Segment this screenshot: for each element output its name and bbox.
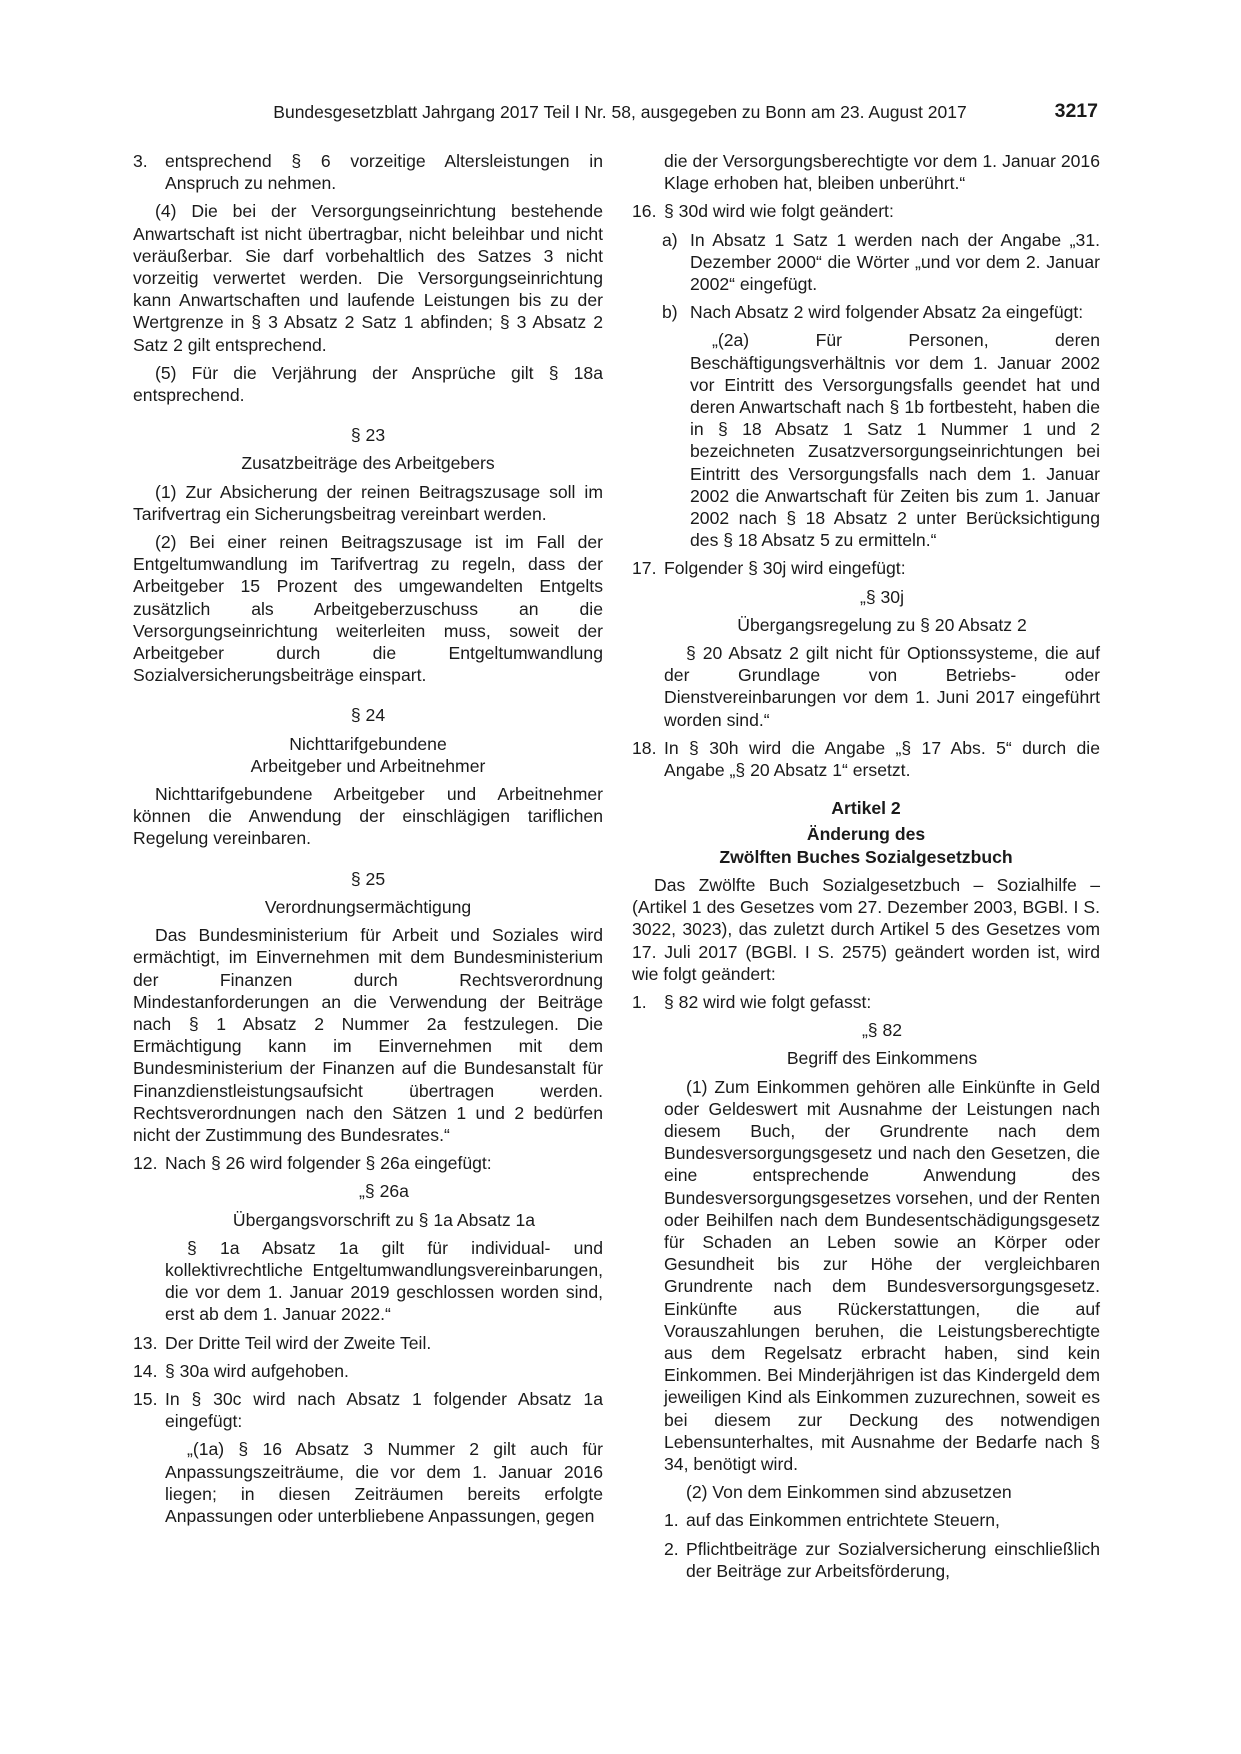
section-title: Verordnungsermächtigung <box>264 896 472 917</box>
inserted-paragraph <box>690 329 1100 551</box>
inserted-paragraph <box>165 1438 603 1527</box>
list-item <box>632 991 1100 1013</box>
section-heading: § 25 <box>350 868 386 889</box>
section-title: Übergangsvorschrift zu § 1a Absatz 1a <box>232 1209 536 1230</box>
item-number: 14. <box>133 1360 158 1381</box>
item-text: Der Dritte Teil wird der Zweite Teil. <box>165 1332 432 1353</box>
list-item <box>133 1152 603 1174</box>
item-number: 12. <box>133 1153 158 1174</box>
running-header <box>120 100 1120 126</box>
item-text: In § 30c wird nach Absatz 1 folgender Absatz 1a eingefügt: <box>165 1388 603 1432</box>
section-heading: „§ 82 <box>861 1020 903 1041</box>
left-column <box>133 150 603 1533</box>
item-text: § 82 wird wie folgt gefasst: <box>664 991 872 1012</box>
article-title: Änderung des <box>806 824 926 845</box>
list-item <box>133 1360 603 1382</box>
paragraph: (5) Für die Verjährung der Ansprüche gilt § 18a entsprechend. <box>133 362 603 406</box>
paragraph: Das Zwölfte Buch Sozialgesetzbuch – Sozialhilfe – (Artikel 1 des Gesetzes vom 27. Dezember 2003, BGBl. I S. 3022, 3023), das zuletzt durch Artikel 5 des Gesetzes vom 17. Juli 2017 (BGBl. I S. 2575) geändert worden ist, wird wie folgt geändert: <box>632 874 1100 984</box>
item-number: 15. <box>133 1388 158 1409</box>
section-heading: § 23 <box>350 425 386 446</box>
inserted-section <box>664 1019 1100 1582</box>
paragraph: (2) Bei einer reinen Beitragszusage ist im Fall der Entgeltumwandlung im Tarifvertrag zu regeln, dass der Arbeitgeber 15 Prozent des umgewandelten Entgelts zusätzlich als Arbeitgeberzuschuss an die Versorgungseinrichtung weiterleiten muss, soweit der Arbeitgeber durch die Entgeltumwandlung Sozialversicherungsbeiträge einspart. <box>133 532 603 686</box>
paragraph: „(1a) § 16 Absatz 3 Nummer 2 gilt auch für Anpassungszeiträume, die vor dem 1. Januar 2016 liegen; in diesen Zeiträumen bereits erfolgte Anpassungen oder unterbliebene Anpassungen, gegen <box>165 1439 603 1526</box>
paragraph: § 1a Absatz 1a gilt für individual- und kollektivrechtliche Entgeltumwandlungsvereinbarungen, die vor dem 1. Januar 2019 geschlossen worden sind, erst ab dem 1. Januar 2022.“ <box>165 1237 603 1325</box>
page-number: 3217 <box>1054 100 1098 122</box>
sub-item-letter: a) <box>662 229 678 250</box>
paragraph: die der Versorgungsberechtigte vor dem 1. Januar 2016 Klage erhoben hat, bleiben unberührt.“ <box>664 151 1100 194</box>
section-title: Zusatzbeiträge des Arbeitgebers <box>241 453 495 474</box>
list-item <box>632 200 1100 222</box>
inserted-section <box>664 586 1100 731</box>
paragraph: (2) Von dem Einkommen sind abzusetzen <box>686 1482 1012 1503</box>
item-number: 16. <box>632 201 657 222</box>
article-heading: Artikel 2 <box>831 798 901 819</box>
sub-item <box>662 229 1100 296</box>
paragraph: (1) Zum Einkommen gehören alle Einkünfte in Geld oder Geldeswert mit Ausnahme der Leistungen nach diesem Buch, der Grundrente nach dem Bundesversorgungsgesetz und nach den Gesetzen, die eine entsprechende Anwendung des Bundesversorgungsgesetzes vorsehen, und der Renten oder Beihilfen nach dem Bundesentschädigungsgesetz für Schaden an Leben sowie an Körper oder Gesundheit bis zur Höhe der vergleichbaren Grundrente nach dem Bundesversorgungsgesetz. Einkünfte aus Rückerstattungen, die auf Vorauszahlungen beruhen, die Leistungsberechtigte aus dem Regelsatz erbracht haben, sind kein Einkommen. Bei Minderjährigen ist das Kindergeld dem jeweiligen Kind als Einkommen zuzurechnen, soweit es bei diesem zur Deckung des notwendigen Lebensunterhaltes, mit Ausnahme der Bedarfe nach § 34, benötigt wird. <box>664 1076 1100 1474</box>
item-text: Folgender § 30j wird eingefügt: <box>664 558 906 579</box>
sub-item <box>662 301 1100 323</box>
section-heading: § 24 <box>350 705 386 726</box>
item-text: Pflichtbeiträge zur Sozialversicherung einschließlich der Beiträge zur Arbeitsförderung, <box>686 1538 1100 1581</box>
sub-item-letter: b) <box>662 302 678 323</box>
section-title: Arbeitgeber und Arbeitnehmer <box>250 755 486 776</box>
section-title: Übergangsregelung zu § 20 Absatz 2 <box>737 614 1027 635</box>
item-number: 3. <box>133 151 148 171</box>
item-text: § 30a wird aufgehoben. <box>165 1360 349 1381</box>
sub-item-text: In Absatz 1 Satz 1 werden nach der Angabe „31. Dezember 2000“ die Wörter „und vor dem 2. Januar 2002“ eingefügt. <box>690 229 1100 295</box>
list-item <box>664 1538 1100 1582</box>
item-text: entsprechend § 6 vorzeitige Altersleistungen in Anspruch zu nehmen. <box>165 151 603 194</box>
item-text: Nach § 26 wird folgender § 26a eingefügt: <box>165 1153 492 1174</box>
section-title: Nichttarifgebundene <box>289 733 447 754</box>
item-text: auf das Einkommen entrichtete Steuern, <box>686 1510 1000 1531</box>
list-item <box>133 150 603 194</box>
item-number: 1. <box>632 991 647 1012</box>
item-text: § 30d wird wie folgt geändert: <box>664 201 894 222</box>
running-title: Bundesgesetzblatt Jahrgang 2017 Teil I Nr. 58, ausgegeben zu Bonn am 23. August 2017 <box>273 102 967 122</box>
item-text: In § 30h wird die Angabe „§ 17 Abs. 5“ durch die Angabe „§ 20 Absatz 1“ ersetzt. <box>664 737 1100 781</box>
item-number: 18. <box>632 737 657 758</box>
list-item <box>133 1332 603 1354</box>
item-number: 13. <box>133 1332 158 1353</box>
article-title: Zwölften Buches Sozialgesetzbuch <box>719 846 1013 867</box>
paragraph: „(2a) Für Personen, deren Beschäftigungsverhältnis vor dem 1. Januar 2002 vor Eintritt des Versorgungsfalls geendet hat und deren Anwartschaft nach § 1b fortbesteht, haben die in § 18 Absatz 1 Satz 1 Nummer 1 und 2 bezeichneten Zusatzversorgungseinrichtungen bei Eintritt des Versorgungsfalls nach dem 1. Januar 2002 die Anwartschaft für Zeiten bis zum 1. Januar 2002 nach § 18 Absatz 2 unter Berücksichtigung des § 18 Absatz 5 zu ermitteln.“ <box>690 330 1100 551</box>
item-number: 2. <box>664 1538 679 1559</box>
paragraph: Nichttarifgebundene Arbeitgeber und Arbeitnehmer können die Anwendung der einschlägigen tariflichen Regelung vereinbaren. <box>133 784 603 849</box>
item-number: 17. <box>632 558 657 579</box>
sub-item-text: Nach Absatz 2 wird folgender Absatz 2a eingefügt: <box>690 302 1084 323</box>
item-number: 1. <box>664 1510 679 1531</box>
paragraph: § 20 Absatz 2 gilt nicht für Optionssysteme, die auf der Grundlage von Betriebs- oder Dienstvereinbarungen vor dem 1. Juni 2017 eingeführt worden sind.“ <box>664 643 1100 730</box>
section-title: Begriff des Einkommens <box>786 1048 978 1069</box>
continued-paragraph <box>664 150 1100 194</box>
inserted-section <box>165 1180 603 1325</box>
list-item <box>632 737 1100 781</box>
list-item <box>632 557 1100 579</box>
list-item <box>664 1509 1100 1531</box>
section-heading: „§ 26a <box>359 1181 409 1202</box>
paragraph: (1) Zur Absicherung der reinen Beitragszusage soll im Tarifvertrag ein Sicherungsbeitrag vereinbart werden. <box>133 481 603 524</box>
right-column <box>632 150 1100 1588</box>
paragraph: Das Bundesministerium für Arbeit und Soziales wird ermächtigt, im Einvernehmen mit dem Bundesministerium der Finanzen durch Rechtsverordnung Mindestanforderungen an die Verwendung der Beiträge nach § 1 Absatz 2 Nummer 2a festzulegen. Die Ermächtigung kann im Einvernehmen mit dem Bundesministerium der Finanzen auf die Bundesanstalt für Finanzdienstleistungsaufsicht übertragen werden. Rechtsverordnungen nach den Sätzen 1 und 2 bedürfen nicht der Zustimmung des Bundesrates.“ <box>133 925 603 1145</box>
list-item <box>133 1388 603 1432</box>
paragraph: (4) Die bei der Versorgungseinrichtung bestehende Anwartschaft ist nicht übertragbar, nicht beleihbar und nicht veräußerbar. Sie darf vorbehaltlich des Satzes 3 nicht vorzeitig verwertet werden. Die Versorgungseinrichtung kann Anwartschaften und laufende Leistungen bis zu der Wertgrenze in § 3 Absatz 2 Satz 1 abfinden; § 3 Absatz 2 Satz 2 gilt entsprechend. <box>133 201 603 355</box>
section-heading: „§ 30j <box>859 586 904 607</box>
